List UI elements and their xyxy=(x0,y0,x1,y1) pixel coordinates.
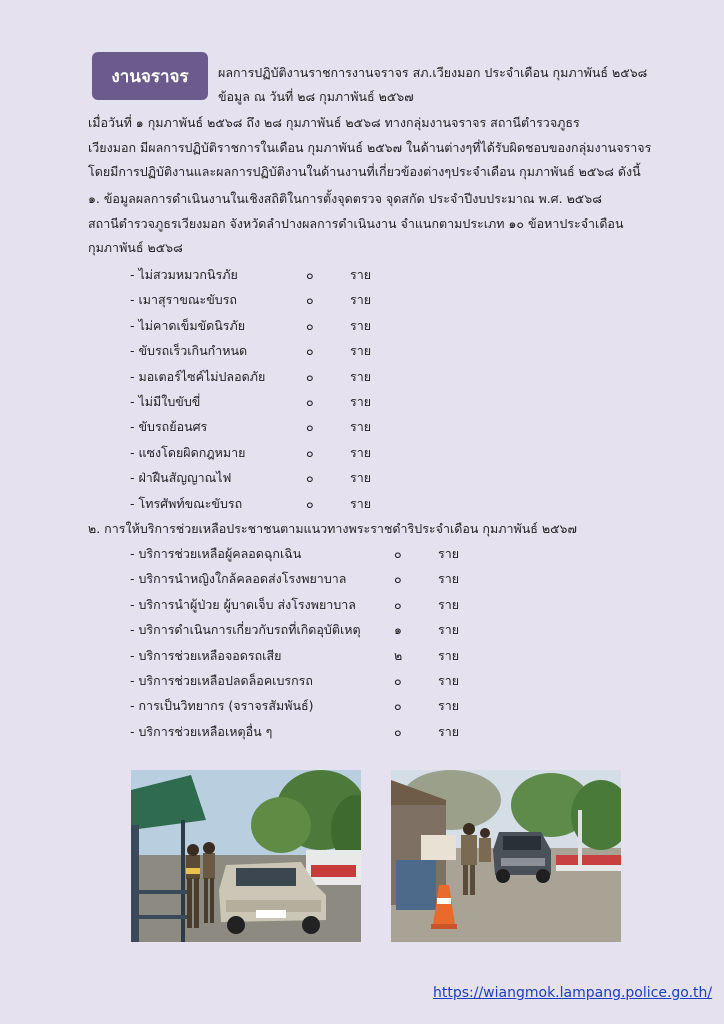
report-date: ข้อมูล ณ วันที่ ๒๘ กุมภาพันธ์ ๒๕๖๗ xyxy=(218,89,414,104)
item-unit: ราย xyxy=(350,343,372,359)
item-unit: ราย xyxy=(350,470,372,486)
item-label: - ไม่คาดเข็มขัดนิรภัย xyxy=(130,317,246,333)
report-title: ผลการปฏิบัติงานราชการงานจราจร สภ.เวียงมอก ประจำเดือน กุมภาพันธ์ ๒๕๖๘ xyxy=(218,65,648,80)
item-count: ๒ xyxy=(394,647,403,663)
intro-paragraph xyxy=(88,111,652,185)
item-count: ๐ xyxy=(306,292,314,308)
item-label: - ฝ่าฝืนสัญญาณไฟ xyxy=(130,470,232,486)
checkpoint-photo-right xyxy=(391,770,621,942)
item-unit: ราย xyxy=(350,368,372,384)
item-unit: ราย xyxy=(350,495,372,511)
item-label: - โทรศัพท์ขณะขับรถ xyxy=(130,495,243,511)
item-count: ๐ xyxy=(306,394,314,409)
intro-line: เมื่อวันที่ ๑ กุมภาพันธ์ ๒๕๖๘ ถึง ๒๘ กุมภาพันธ์ ๒๕๖๘ ทางกลุ่มงานจราจร สถานีตำรวจภูธร xyxy=(88,115,580,130)
item-label: - ขับรถย้อนศร xyxy=(130,419,208,435)
checkpoint-photo-left xyxy=(131,770,361,942)
item-unit: ราย xyxy=(438,546,460,561)
item-label: - บริการช่วยเหลือจอดรถเสีย xyxy=(130,647,282,663)
item-count: ๐ xyxy=(306,267,314,282)
item-label: - บริการนำผู้ป่วย ผู้บาดเจ็บ ส่งโรงพยาบาล xyxy=(130,596,356,612)
section2-title: ๒. การให้บริการช่วยเหลือประชาชนตามแนวทางพระราชดำริประจำเดือน กุมภาพันธ์ ๒๕๖๗ xyxy=(88,521,577,536)
section-badge: งานจราจร xyxy=(92,52,208,100)
section1-line: กุมภาพันธ์ ๒๕๖๘ xyxy=(88,240,183,255)
item-unit: ราย xyxy=(350,394,372,409)
item-count: ๐ xyxy=(394,596,402,612)
item-unit: ราย xyxy=(438,571,460,587)
intro-line: เวียงมอก มีผลการปฏิบัติราชการในเดือน กุมภาพันธ์ ๒๕๖๗ ในด้านต่างๆที่ได้รับผิดชอบของกลุ่มงานจราจร xyxy=(88,139,652,155)
item-label: - บริการช่วยเหลือเหตุอื่น ๆ xyxy=(130,723,273,739)
item-label: - บริการนำหญิงใกล้คลอดส่งโรงพยาบาล xyxy=(130,571,347,587)
item-unit: ราย xyxy=(350,317,372,333)
item-label: - บริการช่วยเหลือผู้คลอดฉุกเฉิน xyxy=(130,546,302,561)
item-unit: ราย xyxy=(438,647,460,663)
item-count: ๑ xyxy=(394,622,402,638)
item-count: ๐ xyxy=(306,470,314,486)
section1-paragraph xyxy=(88,187,636,261)
item-label: - เมาสุราขณะขับรถ xyxy=(130,292,237,308)
item-unit: ราย xyxy=(438,622,460,638)
intro-line: โดยมีการปฏิบัติงานและผลการปฏิบัติงานในด้านงานที่เกี่ยวข้องต่างๆประจำเดือน กุมภาพันธ์ ๒๕๖๘ ดังนี้ xyxy=(88,164,641,179)
item-label: - แซงโดยผิดกฎหมาย xyxy=(130,444,246,460)
item-count: ๐ xyxy=(394,546,402,561)
item-count: ๐ xyxy=(306,444,314,460)
item-count: ๐ xyxy=(306,419,314,435)
item-label: - ไม่มีใบขับขี่ xyxy=(130,394,201,409)
item-count: ๐ xyxy=(306,343,314,359)
item-count: ๐ xyxy=(306,368,314,384)
item-count: ๐ xyxy=(394,571,402,587)
item-label: - ขับรถเร็วเกินกำหนด xyxy=(130,343,248,359)
item-label: - บริการช่วยเหลือปลดล็อคเบรกรถ xyxy=(130,673,313,688)
website-link[interactable]: https://wiangmok.lampang.police.go.th/ xyxy=(433,985,713,1001)
item-count: ๐ xyxy=(394,698,402,714)
section1-line: ๑. ข้อมูลผลการดำเนินงานในเชิงสถิติในการตั้งจุดตรวจ จุดสกัด ประจำปีงบประมาณ พ.ศ. ๒๕๖๘ xyxy=(88,191,602,206)
item-label: - มอเตอร์ไซค์ไม่ปลอดภัย xyxy=(130,368,266,384)
item-unit: ราย xyxy=(350,444,372,460)
item-count: ๐ xyxy=(306,495,314,511)
item-count: ๐ xyxy=(306,317,314,333)
section1-line: สถานีตำรวจภูธรเวียงมอก จังหวัดลำปางผลการดำเนินงาน จำแนกตามประเภท ๑๐ ข้อหาประจำเดือน xyxy=(88,215,624,231)
item-unit: ราย xyxy=(350,292,372,308)
item-unit: ราย xyxy=(438,673,460,688)
item-unit: ราย xyxy=(438,698,460,714)
item-unit: ราย xyxy=(438,723,460,739)
item-label: - บริการดำเนินการเกี่ยวกับรถที่เกิดอุบัติเหตุ xyxy=(130,622,361,638)
item-count: ๐ xyxy=(394,723,402,739)
item-unit: ราย xyxy=(350,419,372,435)
item-count: ๐ xyxy=(394,673,402,688)
item-label: - ไม่สวมหมวกนิรภัย xyxy=(130,267,238,282)
item-label: - การเป็นวิทยากร (จราจรสัมพันธ์) xyxy=(130,698,314,714)
item-unit: ราย xyxy=(350,267,372,282)
item-unit: ราย xyxy=(438,596,460,612)
